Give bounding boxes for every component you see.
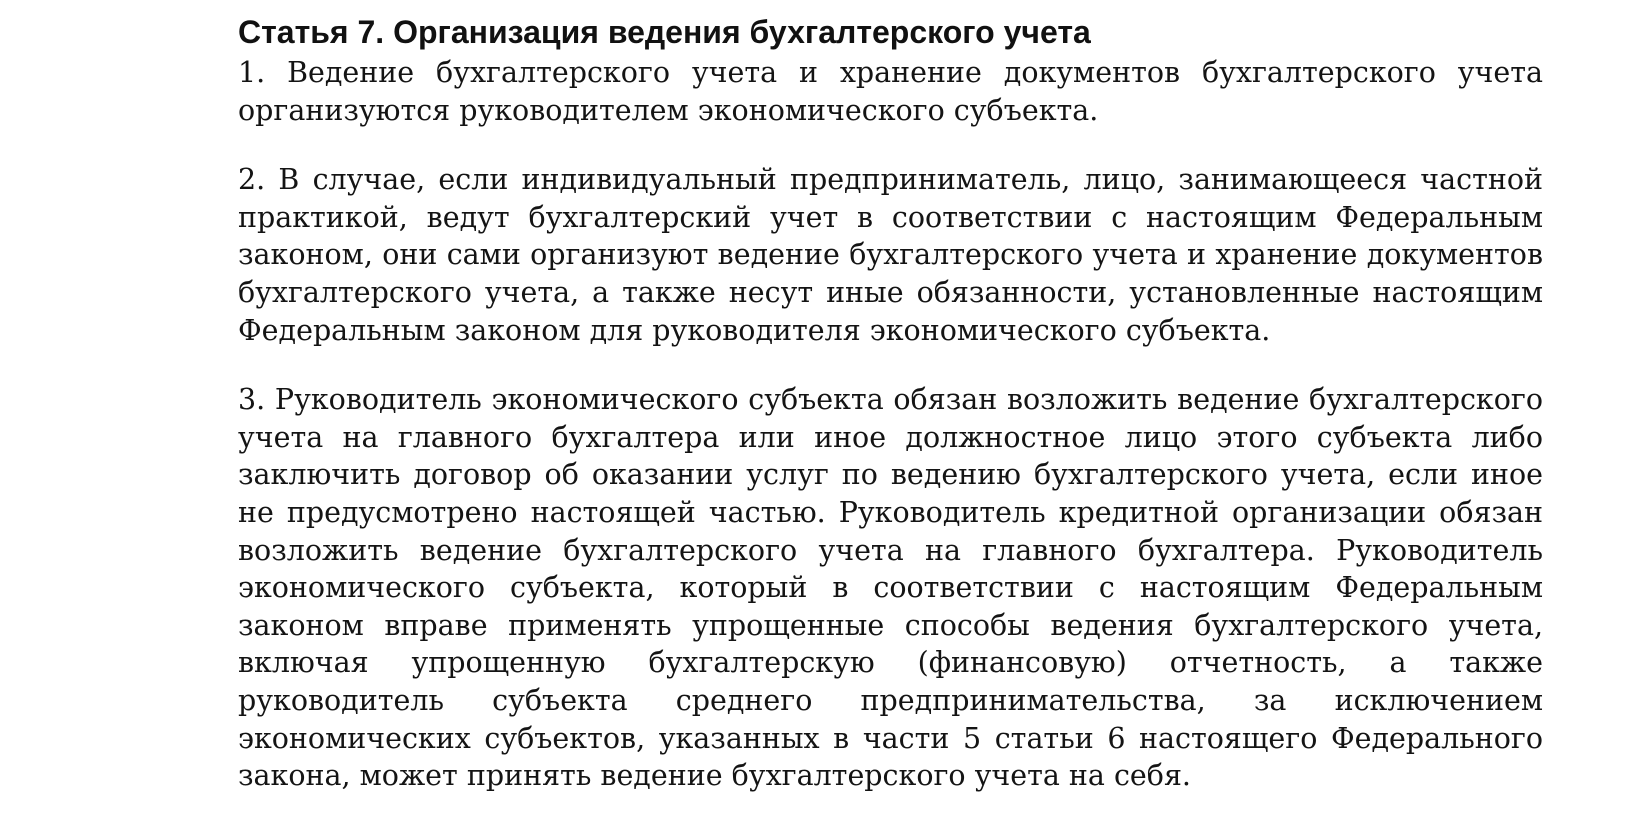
- article-paragraph-1: 1. Ведение бухгалтерского учета и хранение документов бухгалтерского учета организуются руководителем экономического субъекта.: [238, 56, 1543, 127]
- article-heading: Статья 7. Организация ведения бухгалтерского учета: [238, 14, 1091, 50]
- article-paragraph-2: 2. В случае, если индивидуальный предприниматель, лицо, занимающееся частной практикой, ведут бухгалтерский учет в соответствии с настоящим Федеральным законом, они сами организуют ведение бухгалтерского учета и хранение документов бухгалтерского учета, а также несут иные обязанности, установленные настоящим Федеральным законом для руководителя экономического субъекта.: [238, 163, 1543, 347]
- document-body: [238, 10, 1543, 795]
- article-paragraph-3: 3. Руководитель экономического субъекта обязан возложить ведение бухгалтерского учета на главного бухгалтера или иное должностное лицо этого субъекта либо заключить договор об оказании услуг по ведению бухгалтерского учета, если иное не предусмотрено настоящей частью. Руководитель кредитной организации обязан возложить ведение бухгалтерского учета на главного бухгалтера. Руководитель экономического субъекта, который в соответствии с настоящим Федеральным законом вправе применять упрощенные способы ведения бухгалтерского учета, включая упрощенную бухгалтерскую (финансовую) отчетность, а также руководитель субъекта среднего предпринимательства, за исключением экономических субъектов, указанных в части 5 статьи 6 настоящего Федерального закона, может принять ведение бухгалтерского учета на себя.: [238, 383, 1543, 793]
